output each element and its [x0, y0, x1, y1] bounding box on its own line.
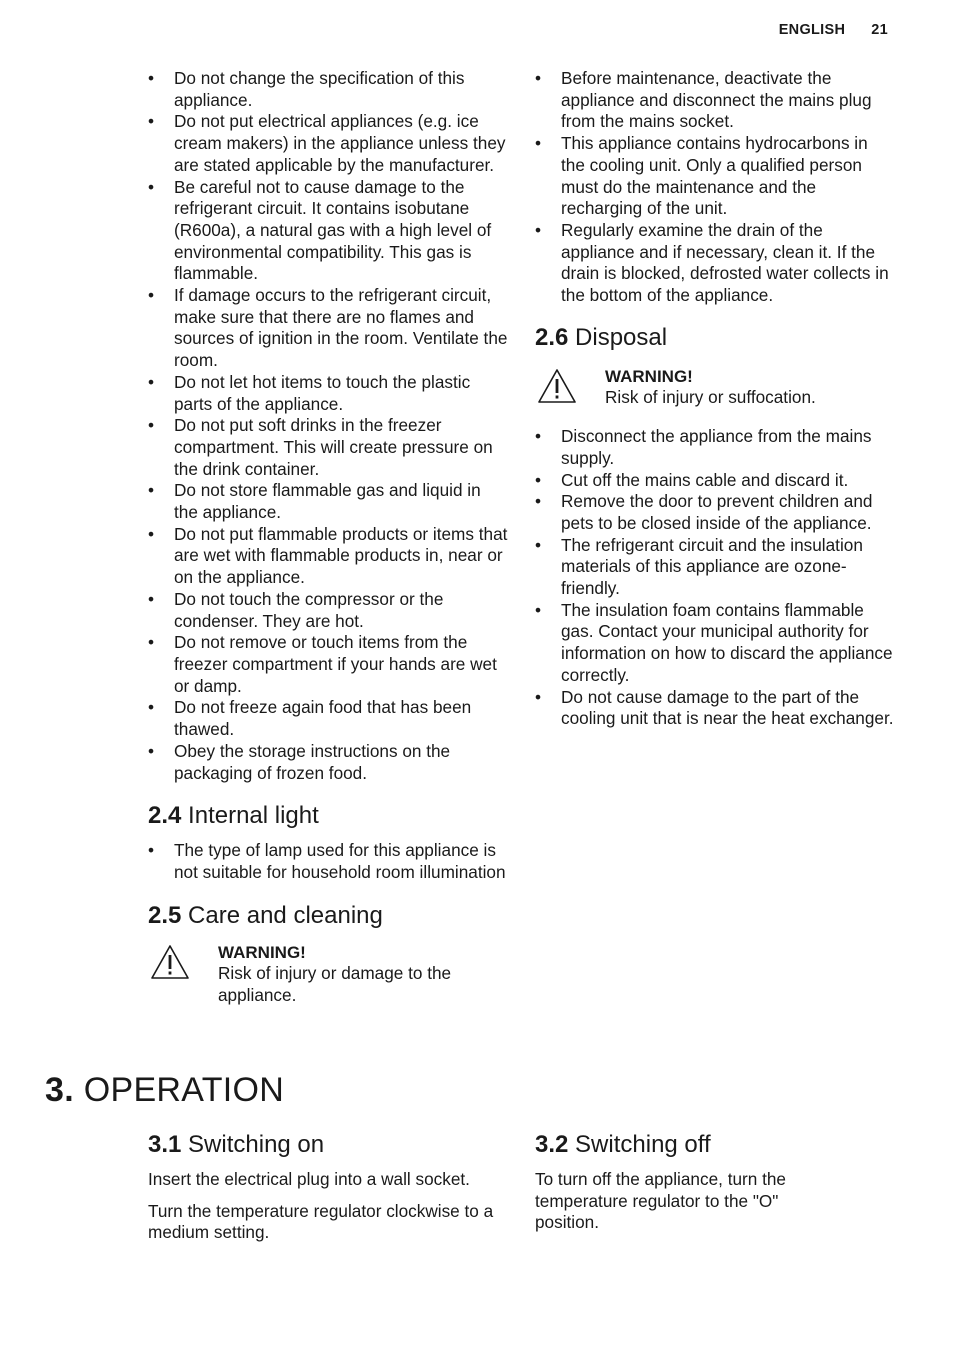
list-item: • Remove the door to prevent children and pets to be closed inside of the appliance.: [535, 491, 895, 534]
maintenance-list: [535, 68, 895, 307]
paragraph: To turn off the appliance, turn the temperature regulator to the "O" position.: [535, 1169, 786, 1233]
warning-title: WARNING!: [605, 366, 693, 386]
paragraph: Insert the electrical plug into a wall socket.: [148, 1169, 470, 1189]
section-number: 3.2: [535, 1131, 569, 1158]
list-item: • Be careful not to cause damage to the refrigerant circuit. It contains isobutane (R600a), a natural gas with a high level of environmental compatibility. This gas is flammable.: [148, 177, 508, 286]
page-number: 21: [871, 22, 888, 38]
list-item: • Do not put soft drinks in the freezer compartment. This will create pressure on the drink container.: [148, 415, 508, 480]
list-item: • Do not freeze again food that has been thawed.: [148, 697, 508, 740]
internal-light-list: [148, 840, 508, 883]
section-heading-switching-off: [535, 1131, 835, 1159]
page-header: [779, 22, 888, 38]
list-item: • Do not cause damage to the part of the cooling unit that is near the heat exchanger.: [535, 687, 895, 730]
list-item: • Do not touch the compressor or the condenser. They are hot.: [148, 589, 508, 632]
warning-box: [535, 366, 895, 409]
list-item: • This appliance contains hydrocarbons in the cooling unit. Only a qualified person must do the maintenance and the recharging of the unit.: [535, 133, 895, 220]
warning-title: WARNING!: [218, 942, 306, 962]
list-item: • Before maintenance, deactivate the appliance and disconnect the mains plug from the mains socket.: [535, 68, 895, 133]
safety-list-left: [148, 68, 508, 784]
right-column: [535, 68, 895, 730]
language-label: ENGLISH: [778, 22, 846, 38]
left-column: [148, 68, 508, 1007]
list-item: • Do not remove or touch items from the freezer compartment if your hands are wet or damp.: [148, 632, 508, 697]
section-number: 2.6: [535, 323, 569, 351]
list-item: • Cut off the mains cable and discard it.: [535, 470, 895, 492]
warning-text: Risk of injury or suffocation.: [605, 387, 816, 408]
warning-triangle-icon: [537, 368, 577, 404]
paragraph: Turn the temperature regulator clockwise to a medium setting.: [148, 1200, 494, 1243]
warning-box: [148, 942, 508, 1007]
list-item: • Obey the storage instructions on the packaging of frozen food.: [148, 741, 508, 784]
section-heading-disposal: [535, 324, 895, 352]
list-item: • Do not store flammable gas and liquid in the appliance.: [148, 480, 508, 523]
section-number: 3.1: [148, 1131, 182, 1158]
switching-on-section: [148, 1131, 508, 1244]
list-item: • Regularly examine the drain of the appliance and if necessary, clean it. If the drain is blocked, defrosted water collects in the bottom of the appliance.: [535, 220, 895, 307]
switching-off-section: [535, 1131, 835, 1234]
section-number: 2.5: [148, 901, 182, 929]
section-title: Care and cleaning: [188, 901, 383, 929]
list-item: • Do not let hot items to touch the plastic parts of the appliance.: [148, 372, 508, 415]
disposal-list: [535, 426, 895, 730]
list-item: • The insulation foam contains flammable gas. Contact your municipal authority for information on how to discard the appliance correctly.: [535, 600, 895, 687]
chapter-title: OPERATION: [83, 1071, 285, 1109]
chapter-title-operation: [45, 1070, 284, 1110]
section-heading-switching-on: [148, 1131, 508, 1159]
warning-triangle-icon: [150, 944, 190, 980]
section-number: 2.4: [148, 802, 182, 830]
list-item: • The refrigerant circuit and the insulation materials of this appliance are ozone-friendly.: [535, 535, 895, 600]
warning-text: Risk of injury or damage to the appliance.: [218, 963, 452, 1006]
section-heading-care-cleaning: [148, 902, 508, 930]
list-item: • Do not change the specification of this appliance.: [148, 68, 508, 111]
section-title: Disposal: [575, 323, 668, 351]
list-item: • Do not put electrical appliances (e.g. ice cream makers) in the appliance unless they are stated applicable by the manufacturer.: [148, 111, 508, 176]
section-title: Internal light: [188, 802, 319, 830]
section-title: Switching on: [188, 1131, 325, 1158]
list-item: • If damage occurs to the refrigerant circuit, make sure that there are no flames and sources of ignition in the room. Ventilate the room.: [148, 285, 508, 372]
list-item: • Disconnect the appliance from the mains supply.: [535, 426, 895, 469]
list-item: • Do not put flammable products or items that are wet with flammable products in, near or on the appliance.: [148, 524, 508, 589]
list-item: • The type of lamp used for this appliance is not suitable for household room illumination: [148, 840, 508, 883]
chapter-number: 3.: [45, 1071, 74, 1109]
section-heading-internal-light: [148, 802, 508, 830]
section-title: Switching off: [575, 1131, 711, 1158]
